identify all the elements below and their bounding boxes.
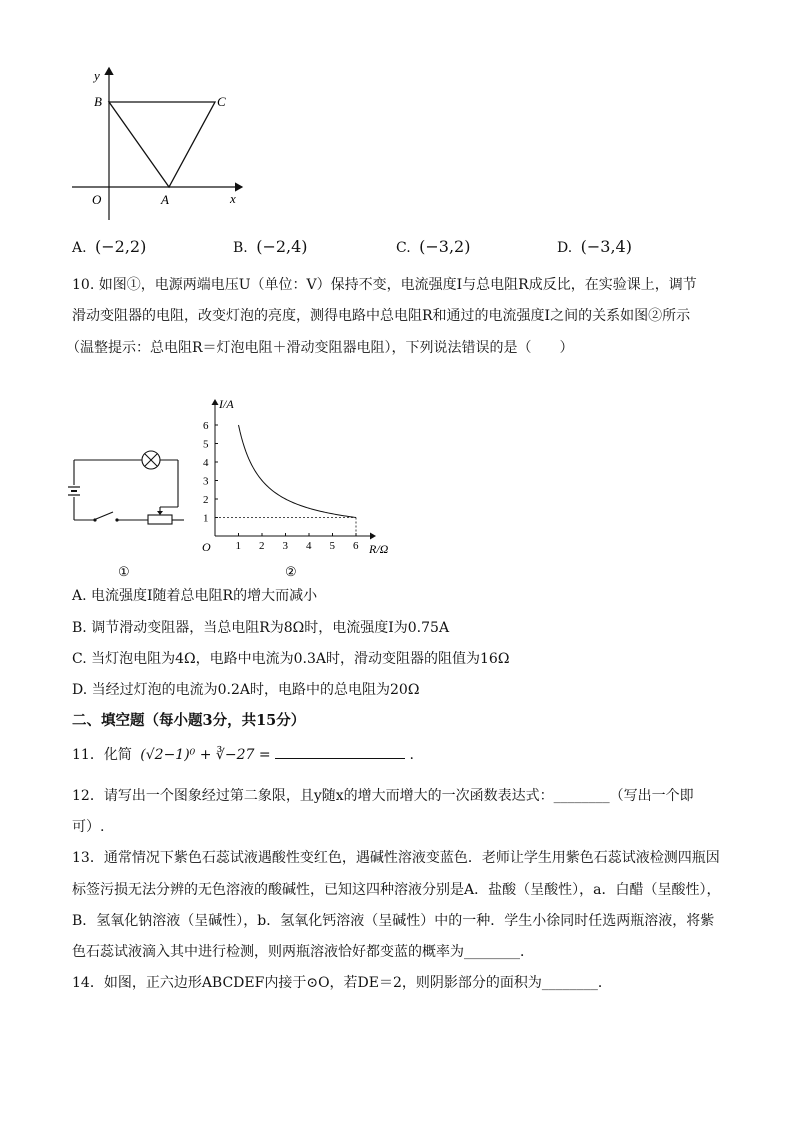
q10-option-d: D. 当经过灯泡的电流为0.2A时，电路中的总电阻为20Ω xyxy=(72,682,420,698)
q10-option-c: C. 当灯泡电阻为4Ω，电路中电流为0.3A时，滑动变阻器的阻值为16Ω xyxy=(72,651,510,667)
point-o-label: O xyxy=(92,192,102,207)
q14-line-1: 14．如图，正六边形ABCDEF内接于⊙O，若DE＝2，则阴影部分的面积为________． xyxy=(72,975,612,991)
circuit-diagram xyxy=(66,445,196,585)
q10-line-1: 10. 如图①，电源两端电压U（单位：V）保持不变，电流强度I与总电阻R成反比，在实验课上，调节 xyxy=(72,277,697,293)
q13-line-3: B．氢氧化钠溶液（呈碱性），b．氢氧化钙溶液（呈碱性）中的一种．学生小徐同时任选两瓶溶液，将紫 xyxy=(72,913,715,929)
q13-line-4: 色石蕊试液滴入其中进行检测，则两瓶溶液恰好都变蓝的概率为________． xyxy=(72,944,534,960)
chart-x-tick-label: 1 xyxy=(235,540,241,552)
current-resistance-chart xyxy=(195,390,410,585)
q13-line-1: 13．通常情况下紫色石蕊试液遇酸性变红色，遇碱性溶液变蓝色．老师让学生用紫色石蕊试液检测四瓶因 xyxy=(72,850,720,866)
q9-figure xyxy=(60,60,260,225)
chart-y-label: I/A xyxy=(219,397,234,411)
chart-y-tick-label: 3 xyxy=(203,475,209,488)
chart-origin-label: O xyxy=(202,540,211,554)
q10-line-3: （温整提示：总电阻R＝灯泡电阻＋滑动变阻器电阻），下列说法错误的是（ ） xyxy=(66,340,574,356)
q10-line-2: 滑动变阻器的电阻，改变灯泡的亮度，测得电路中总电阻R和通过的电流强度I之间的关系如图②所示 xyxy=(72,308,691,324)
chart-y-tick-label: 1 xyxy=(203,512,209,525)
q11: 11．化简 (√2−1)⁰ + ∛−27 = . xyxy=(72,744,414,765)
chart-y-tick-label: 5 xyxy=(203,438,209,451)
q9-option-a: A. (−2,2) xyxy=(72,237,147,256)
circuit-label: ① xyxy=(118,564,130,579)
y-axis-label: y xyxy=(94,68,100,83)
graph-label: ② xyxy=(285,564,297,579)
point-a-label: A xyxy=(161,192,169,207)
rheostat-icon xyxy=(148,515,172,524)
point-c-label: C xyxy=(217,94,226,109)
chart-x-label: R/Ω xyxy=(369,542,389,556)
q9-option-d: D. (−3,4) xyxy=(557,237,632,256)
chart-series-curve xyxy=(239,425,357,518)
point-b-label: B xyxy=(94,94,102,109)
chart-y-tick-label: 2 xyxy=(203,494,209,506)
chart-x-tick-label: 5 xyxy=(329,540,335,552)
section-heading: 二、填空题（每小题3分，共15分） xyxy=(72,712,306,729)
chart-y-tick-label: 6 xyxy=(203,420,209,432)
q12-line-1: 12．请写出一个图象经过第二象限，且y随x的增大而增大的一次函数表达式：________（写出一个即 xyxy=(72,788,694,804)
chart-x-tick-label: 2 xyxy=(259,540,265,552)
q11-answer-blank xyxy=(275,744,405,759)
q9-option-c: C. (−3,2) xyxy=(396,237,471,256)
chart-y-tick-label: 4 xyxy=(203,457,209,469)
chart-x-tick-label: 3 xyxy=(282,540,288,552)
q13-line-2: 标签污损无法分辨的无色溶液的酸碱性，已知这四种溶液分别是A．盐酸（呈酸性），a．白醋（呈酸性）， xyxy=(72,882,721,898)
triangle-abc xyxy=(109,102,215,187)
q10-option-a: A. 电流强度I随着总电阻R的增大而减小 xyxy=(72,588,318,604)
x-axis-label: x xyxy=(230,191,236,206)
q12-line-2: 可）. xyxy=(72,819,105,835)
switch-lever xyxy=(96,512,113,519)
q10-option-b: B. 调节滑动变阻器，当总电阻R为8Ω时，电流强度I为0.75A xyxy=(72,620,450,636)
q9-option-b: B. (−2,4) xyxy=(233,237,308,256)
chart-x-tick-label: 4 xyxy=(306,540,312,552)
chart-x-tick-label: 6 xyxy=(353,540,359,552)
battery-icon xyxy=(68,487,80,495)
